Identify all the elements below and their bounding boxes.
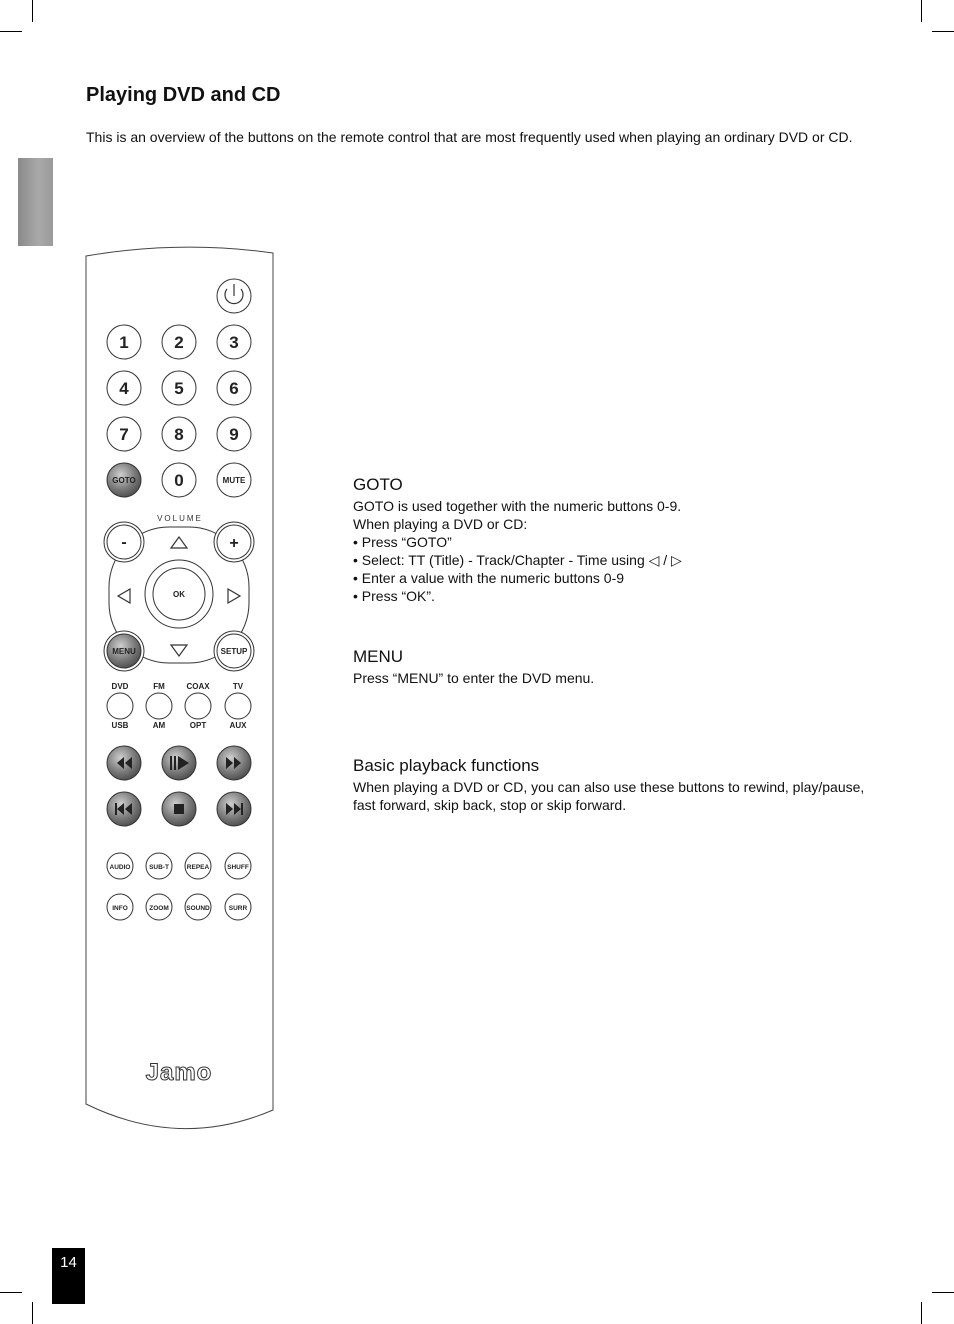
- section-line: fast forward, skip back, stop or skip forward.: [353, 797, 627, 813]
- repeat-button[interactable]: [185, 853, 211, 879]
- page-title: Playing DVD and CD: [86, 84, 281, 106]
- number-button[interactable]: [107, 417, 141, 451]
- section-heading: MENU: [353, 647, 404, 666]
- svg-text:3: 3: [229, 333, 239, 352]
- svg-text:MENU: MENU: [112, 647, 136, 656]
- number-button[interactable]: [107, 371, 141, 405]
- section-heading: GOTO: [353, 475, 403, 494]
- source-button[interactable]: [146, 693, 172, 719]
- basic-playback-section: [353, 756, 873, 814]
- source-button[interactable]: [185, 693, 211, 719]
- source-label: DVD: [111, 682, 129, 691]
- audio-button[interactable]: [107, 853, 133, 879]
- section-line: • Select: TT (Title) - Track/Chapter - Time using ◁ / ▷: [353, 552, 682, 568]
- svg-text:2: 2: [174, 333, 184, 352]
- svg-text:1: 1: [119, 333, 129, 352]
- source-label: AM: [152, 721, 166, 730]
- svg-text:8: 8: [174, 425, 184, 444]
- info-button[interactable]: [107, 894, 133, 920]
- intro-text: This is an overview of the buttons on the remote control that are most frequently used when playing an ordinary DVD or CD.: [86, 129, 853, 145]
- source-label: FM: [153, 682, 165, 691]
- source-button[interactable]: [225, 693, 251, 719]
- svg-text:6: 6: [229, 379, 239, 398]
- svg-text:REPEA: REPEA: [186, 864, 210, 871]
- surround-button[interactable]: [225, 894, 251, 920]
- setup-button[interactable]: [214, 631, 254, 671]
- goto-section: [353, 475, 873, 605]
- section-line: Press “MENU” to enter the DVD menu.: [353, 670, 595, 686]
- svg-text:9: 9: [229, 425, 239, 444]
- svg-text:5: 5: [174, 379, 184, 398]
- svg-text:7: 7: [119, 425, 129, 444]
- section-line: GOTO is used together with the numeric buttons 0-9.: [353, 498, 682, 514]
- stop-button[interactable]: [162, 792, 196, 826]
- svg-text:SURR: SURR: [228, 905, 248, 912]
- number-button[interactable]: [217, 417, 251, 451]
- svg-text:+: +: [229, 535, 239, 552]
- number-button[interactable]: [162, 325, 196, 359]
- volume-down-button[interactable]: [104, 522, 144, 562]
- shuffle-button[interactable]: [225, 853, 251, 879]
- source-label: TV: [232, 682, 244, 691]
- source-button[interactable]: [107, 693, 133, 719]
- svg-text:SUB-T: SUB-T: [149, 864, 169, 871]
- skip-forward-button[interactable]: [217, 792, 251, 826]
- number-button[interactable]: [162, 371, 196, 405]
- section-line: • Press “OK”.: [353, 588, 435, 604]
- number-button[interactable]: [162, 463, 196, 497]
- zoom-button[interactable]: [146, 894, 172, 920]
- page-number: 14: [52, 1248, 85, 1304]
- goto-button[interactable]: [107, 463, 141, 497]
- source-label: AUX: [229, 721, 247, 730]
- source-label: OPT: [189, 721, 207, 730]
- subtitle-button[interactable]: [146, 853, 172, 879]
- sound-button[interactable]: [185, 894, 211, 920]
- volume-label: VOLUME: [157, 514, 203, 523]
- svg-text:ZOOM: ZOOM: [149, 905, 169, 912]
- section-line: • Press “GOTO”: [353, 534, 452, 550]
- number-button[interactable]: [107, 325, 141, 359]
- power-button[interactable]: [217, 279, 251, 313]
- volume-up-button[interactable]: [214, 522, 254, 562]
- svg-text:MUTE: MUTE: [222, 476, 246, 485]
- menu-section: [353, 647, 873, 687]
- svg-text:INFO: INFO: [112, 905, 128, 912]
- play-pause-button[interactable]: [162, 746, 196, 780]
- number-button[interactable]: [217, 371, 251, 405]
- brand-logo: Jamo: [145, 1059, 213, 1086]
- rewind-button[interactable]: [107, 746, 141, 780]
- section-line: When playing a DVD or CD, you can also use these buttons to rewind, play/pause,: [353, 779, 865, 795]
- section-heading: Basic playback functions: [353, 756, 540, 775]
- section-line: • Enter a value with the numeric buttons 0-9: [353, 570, 625, 586]
- svg-text:OK: OK: [173, 590, 185, 599]
- mute-button[interactable]: [217, 463, 251, 497]
- stop-icon: [174, 804, 184, 814]
- menu-button[interactable]: [104, 631, 144, 671]
- svg-text:SOUND: SOUND: [186, 905, 210, 912]
- svg-text:SHUFF: SHUFF: [227, 864, 249, 871]
- svg-text:GOTO: GOTO: [112, 476, 136, 485]
- section-line: When playing a DVD or CD:: [353, 516, 528, 532]
- fast-forward-button[interactable]: [217, 746, 251, 780]
- skip-back-button[interactable]: [107, 792, 141, 826]
- svg-text:-: -: [121, 534, 127, 551]
- svg-text:AUDIO: AUDIO: [109, 864, 131, 871]
- number-button[interactable]: [162, 417, 196, 451]
- number-button[interactable]: [217, 325, 251, 359]
- svg-text:SETUP: SETUP: [220, 647, 248, 656]
- source-label: USB: [111, 721, 129, 730]
- svg-text:4: 4: [119, 379, 129, 398]
- svg-text:0: 0: [174, 471, 184, 490]
- source-label: COAX: [186, 682, 210, 691]
